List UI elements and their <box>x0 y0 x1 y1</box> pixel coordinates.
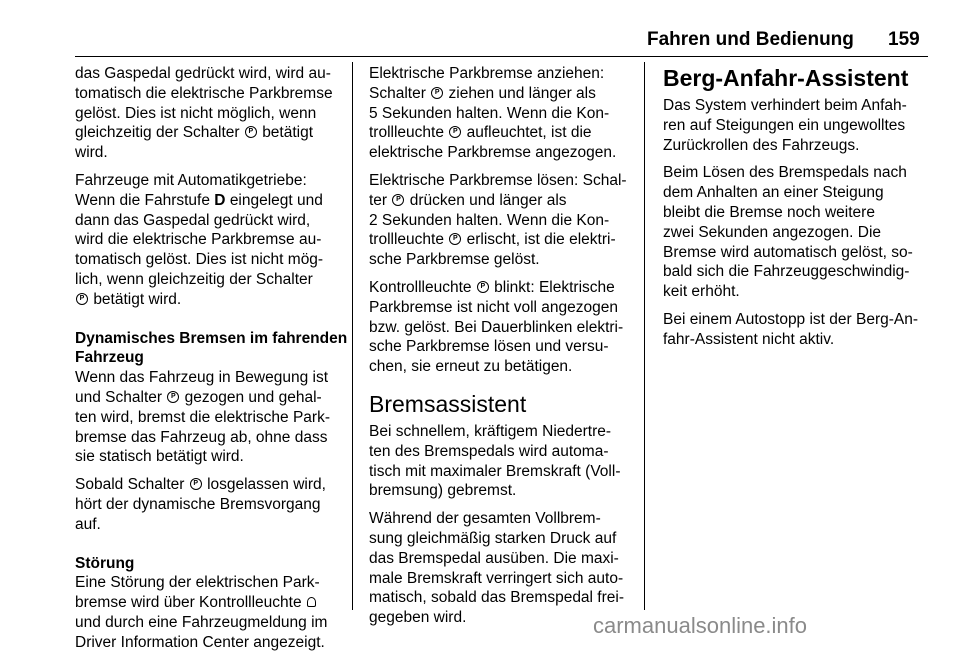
text-line: zwei Sekunden angezogen. Die <box>663 223 882 241</box>
text-line: Eine Störung der elektrischen Park- <box>75 574 320 592</box>
text-line: Während der gesamten Vollbrem- <box>369 510 601 528</box>
text-line: auf. <box>75 515 101 533</box>
text-fragment: Kontrollleuchte <box>369 278 472 296</box>
parking-brake-icon <box>76 293 88 305</box>
column-divider-2 <box>644 62 645 610</box>
text-line: lich, wenn gleichzeitig der Schalter <box>75 270 313 288</box>
text-line: Elektrische Parkbremse anziehen: <box>369 65 605 82</box>
text-line: Zurückrollen des Fahrzeugs. <box>663 136 860 154</box>
subheading-fault: Störung <box>75 554 135 572</box>
text-fragment: trollleuchte <box>369 124 444 142</box>
parking-brake-icon <box>392 194 404 206</box>
text-line: wird die elektrische Parkbremse au- <box>75 231 322 249</box>
text-line <box>75 290 345 310</box>
paragraph <box>663 310 933 350</box>
text-line: chen, sie erneut zu betätigen. <box>369 358 573 376</box>
paragraph <box>663 96 933 155</box>
paragraph <box>75 64 345 163</box>
text-line: das Bremspedal ausüben. Die maxi- <box>369 549 619 567</box>
text-line: Bei schnellem, kräftigem Niedertre- <box>369 422 612 440</box>
text-line <box>75 388 345 408</box>
text-line: ten des Bremspedals wird automa- <box>369 442 609 460</box>
warning-lamp-icon <box>307 597 316 607</box>
text-line: sie statisch betätigt wird. <box>75 448 244 466</box>
text-line <box>369 84 639 104</box>
parking-brake-icon <box>245 126 257 138</box>
text-line: und durch eine Fahrzeugmeldung im <box>75 613 328 631</box>
paragraph <box>75 368 345 467</box>
text-line: sche Parkbremse lösen und versu- <box>369 338 609 356</box>
section-title-brake-assist: Bremsassistent <box>369 390 527 417</box>
text-line: Fahrzeuge mit Automatikgetriebe: <box>75 171 307 189</box>
text-fragment: losgelassen wird, <box>207 476 326 494</box>
chapter-title: Fahren und Bedienung <box>647 29 854 50</box>
parking-brake-icon <box>431 87 443 99</box>
text-line: elektrische Parkbremse angezogen. <box>369 144 617 162</box>
text-line: tomatisch gelöst. Dies ist nicht mög- <box>75 251 324 269</box>
text-line: bzw. gelöst. Bei Dauerblinken elektri- <box>369 318 624 336</box>
text-fragment: betätigt wird. <box>93 290 182 308</box>
text-line: Das System verhindert beim Anfah- <box>663 97 907 114</box>
text-line: gelöst. Dies ist nicht möglich, wenn <box>75 104 317 122</box>
section-title-hill-start-assist: Berg-Anfahr-Assistent <box>663 65 909 91</box>
text-line <box>75 593 345 613</box>
text-fragment: drücken und länger als <box>409 191 567 209</box>
text-fragment: blinkt: Elektrische <box>494 278 615 296</box>
text-fragment: erlischt, ist die elektri- <box>466 231 616 249</box>
text-fragment: gleichzeitig der Schalter <box>75 124 240 142</box>
text-line: wird. <box>75 144 108 162</box>
text-fragment: Wenn die Fahrstufe <box>75 191 210 209</box>
text-line <box>75 475 345 495</box>
text-line: dann das Gaspedal gedrückt wird, <box>75 211 311 229</box>
paragraph <box>369 509 639 628</box>
text-line <box>369 123 639 143</box>
parking-brake-icon <box>477 281 489 293</box>
text-fragment: und Schalter <box>75 388 163 406</box>
text-line: das Gaspedal gedrückt wird, wird au- <box>75 65 331 82</box>
parking-brake-icon <box>449 126 461 138</box>
parking-brake-icon <box>190 478 202 490</box>
paragraph <box>75 475 345 534</box>
text-line: ten wird, bremst die elektrische Park- <box>75 408 330 426</box>
page-number: 159 <box>888 29 920 50</box>
text-line: Bremse wird automatisch gelöst, so- <box>663 243 913 261</box>
text-line: dem Anhalten an einer Steigung <box>663 184 884 202</box>
gear-position-d: D <box>214 191 226 209</box>
text-fragment: betätigt <box>262 124 314 142</box>
text-line: keit erhöht. <box>663 283 740 301</box>
text-line: 5 Sekunden halten. Wenn die Kon- <box>369 104 610 122</box>
column-1 <box>75 64 348 661</box>
text-line <box>75 191 345 211</box>
parking-brake-icon <box>449 233 461 245</box>
text-line: Wenn das Fahrzeug in Bewegung ist <box>75 369 329 387</box>
text-line <box>369 230 639 250</box>
paragraph <box>369 278 639 377</box>
text-fragment: Schalter <box>369 84 426 102</box>
text-fragment: Sobald Schalter <box>75 476 185 494</box>
text-fragment: ziehen und länger als <box>448 84 596 102</box>
text-fragment: eingelegt und <box>229 191 323 209</box>
text-line <box>369 278 639 298</box>
subheading-dynamic-braking <box>75 329 348 369</box>
text-line: Beim Lösen des Bremspedals nach <box>663 164 907 182</box>
text-line: Bei einem Autostopp ist der Berg-An- <box>663 310 919 328</box>
text-line: fahr-Assistent nicht aktiv. <box>663 330 835 348</box>
text-line: gegeben wird. <box>369 609 467 627</box>
text-line: ren auf Steigungen ein ungewolltes <box>663 116 906 134</box>
text-fragment: gezogen und gehal- <box>184 388 322 406</box>
text-line: male Bremskraft verringert sich auto- <box>369 569 624 587</box>
column-3 <box>663 64 933 358</box>
text-line: Dynamisches Bremsen im fahrenden <box>75 329 348 347</box>
parking-brake-icon <box>167 391 179 403</box>
text-line: matisch, sobald das Bremspedal frei- <box>369 589 625 607</box>
text-fragment: trollleuchte <box>369 231 444 249</box>
text-line: hört der dynamische Bremsvorgang <box>75 495 321 513</box>
header-rule <box>75 56 928 57</box>
page-header <box>0 28 960 52</box>
text-line: bremse das Fahrzeug ab, ohne dass <box>75 428 328 446</box>
text-line: 2 Sekunden halten. Wenn die Kon- <box>369 211 610 229</box>
watermark: carmanualsonline.info <box>593 613 808 638</box>
text-line: sung gleichmäßig starken Druck auf <box>369 529 617 547</box>
text-fragment: ter <box>369 191 388 209</box>
text-line: bald sich die Fahrzeuggeschwindig- <box>663 263 910 281</box>
text-line <box>369 191 639 211</box>
paragraph <box>75 573 345 652</box>
text-fragment: aufleuchtet, ist die <box>466 124 592 142</box>
text-line <box>75 123 345 143</box>
text-line: bremsung) gebremst. <box>369 482 517 500</box>
column-divider-1 <box>352 62 353 610</box>
text-line: Driver Information Center angezeigt. <box>75 633 325 651</box>
text-line: sche Parkbremse gelöst. <box>369 251 540 269</box>
paragraph <box>369 64 639 163</box>
paragraph <box>369 171 639 270</box>
paragraph <box>369 422 639 501</box>
text-line: Parkbremse ist nicht voll angezogen <box>369 298 618 316</box>
text-line: Fahrzeug <box>75 349 144 367</box>
text-fragment: bremse wird über Kontrollleuchte <box>75 594 302 612</box>
text-line: bleibt die Bremse noch weitere <box>663 203 875 221</box>
paragraph <box>75 171 345 310</box>
text-line: Elektrische Parkbremse lösen: Schal- <box>369 171 627 189</box>
column-2 <box>369 64 639 636</box>
paragraph <box>663 163 933 302</box>
text-line: tomatisch die elektrische Parkbremse <box>75 84 333 102</box>
text-line: tisch mit maximaler Bremskraft (Voll- <box>369 462 621 480</box>
